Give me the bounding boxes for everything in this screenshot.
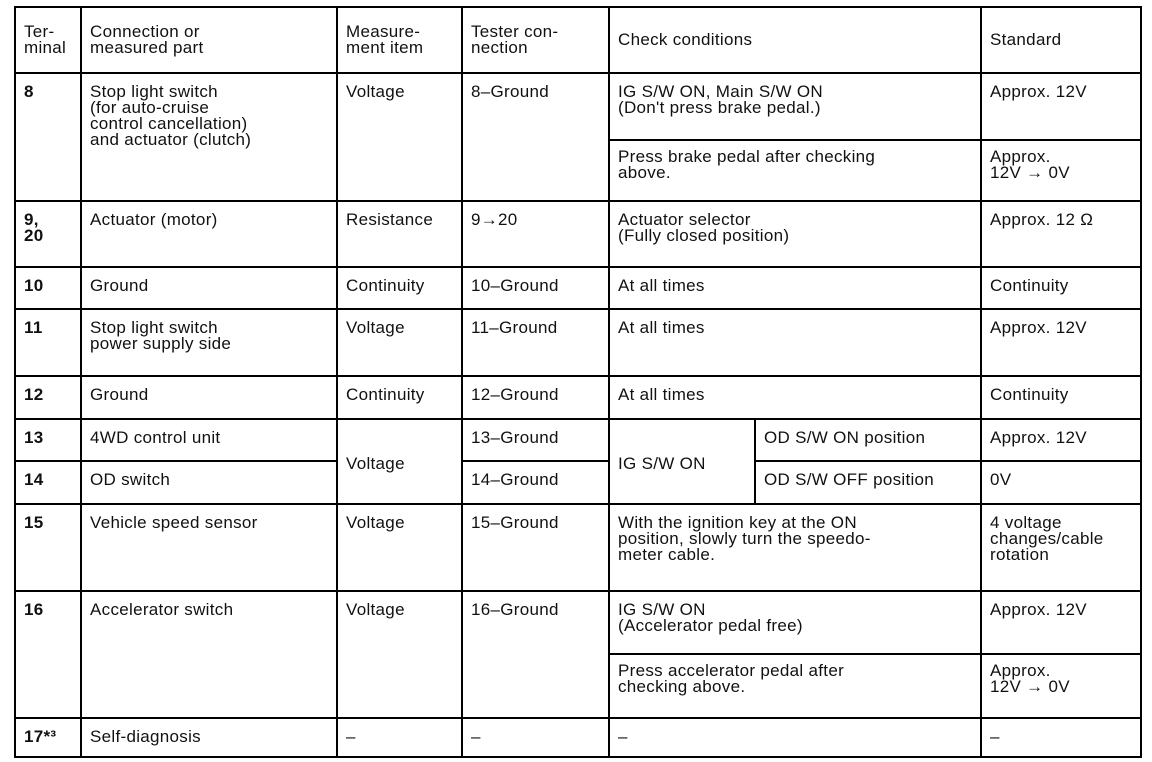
- tester-cell: 16–Ground: [462, 591, 609, 718]
- header-row: [15, 7, 1141, 73]
- standard-cell: Approx. 12V: [981, 591, 1141, 654]
- terminal-cell: 12: [15, 376, 81, 419]
- terminal-cell: 17*³: [15, 718, 81, 757]
- condition-cell: At all times: [609, 267, 981, 308]
- terminal-cell: 13: [15, 419, 81, 461]
- part-cell: Stop light switch power supply side: [81, 309, 337, 376]
- tester-cell: 15–Ground: [462, 504, 609, 591]
- table-row: [15, 73, 1141, 140]
- condition-cell: Press accelerator pedal after checking above.: [609, 654, 981, 718]
- condition-cell: IG S/W ON: [609, 419, 755, 504]
- item-cell: Voltage: [337, 591, 462, 718]
- terminal-cell: 10: [15, 267, 81, 308]
- item-cell: Continuity: [337, 376, 462, 419]
- tester-cell: 13–Ground: [462, 419, 609, 461]
- header-standard: Standard: [981, 7, 1141, 73]
- terminal-cell: 14: [15, 461, 81, 503]
- item-cell: Voltage: [337, 309, 462, 376]
- table-row: [15, 419, 1141, 461]
- part-cell: Stop light switch (for auto-cruise control cancellation) and actuator (clutch): [81, 73, 337, 201]
- item-cell: –: [337, 718, 462, 757]
- standard-cell: –: [981, 718, 1141, 757]
- part-cell: Vehicle speed sensor: [81, 504, 337, 591]
- part-cell: 4WD control unit: [81, 419, 337, 461]
- subcondition-cell: OD S/W OFF position: [755, 461, 981, 503]
- item-cell: Voltage: [337, 504, 462, 591]
- part-cell: Ground: [81, 376, 337, 419]
- header-terminal: Ter- minal: [15, 7, 81, 73]
- terminal-cell: 15: [15, 504, 81, 591]
- part-cell: Actuator (motor): [81, 201, 337, 267]
- tester-cell: 8–Ground: [462, 73, 609, 201]
- item-cell: Voltage: [337, 419, 462, 504]
- standard-cell: Approx. 12V: [981, 419, 1141, 461]
- terminal-cell: 11: [15, 309, 81, 376]
- item-cell: Resistance: [337, 201, 462, 267]
- condition-cell: At all times: [609, 309, 981, 376]
- part-cell: Accelerator switch: [81, 591, 337, 718]
- tester-cell: 12–Ground: [462, 376, 609, 419]
- table-row: [15, 309, 1141, 376]
- table-row: [15, 504, 1141, 591]
- table-row: [15, 376, 1141, 419]
- condition-cell: With the ignition key at the ON position, slowly turn the speedo- meter cable.: [609, 504, 981, 591]
- condition-cell: IG S/W ON, Main S/W ON (Don't press brake pedal.): [609, 73, 981, 140]
- condition-cell: Press brake pedal after checking above.: [609, 140, 981, 201]
- table-row: [15, 267, 1141, 308]
- header-tester: Tester con- nection: [462, 7, 609, 73]
- item-cell: Voltage: [337, 73, 462, 201]
- table-row: [15, 461, 1141, 503]
- header-conditions: Check conditions: [609, 7, 981, 73]
- standard-cell: Approx. 12 Ω: [981, 201, 1141, 267]
- standard-cell: Approx. 12V: [981, 309, 1141, 376]
- tester-cell: 14–Ground: [462, 461, 609, 503]
- standard-cell: Approx. 12V → 0V: [981, 140, 1141, 201]
- tester-cell: 10–Ground: [462, 267, 609, 308]
- table-row: [15, 591, 1141, 654]
- table-row: [15, 718, 1141, 757]
- part-cell: Ground: [81, 267, 337, 308]
- tester-cell: 9→20: [462, 201, 609, 267]
- standard-cell: Approx. 12V: [981, 73, 1141, 140]
- standard-cell: Continuity: [981, 267, 1141, 308]
- terminal-cell: 8: [15, 73, 81, 201]
- part-cell: OD switch: [81, 461, 337, 503]
- condition-cell: IG S/W ON (Accelerator pedal free): [609, 591, 981, 654]
- part-cell: Self-diagnosis: [81, 718, 337, 757]
- condition-cell: At all times: [609, 376, 981, 419]
- tester-cell: 11–Ground: [462, 309, 609, 376]
- tester-cell: –: [462, 718, 609, 757]
- standard-cell: 0V: [981, 461, 1141, 503]
- terminal-check-table: [14, 6, 1142, 758]
- standard-cell: 4 voltage changes/cable rotation: [981, 504, 1141, 591]
- standard-cell: Continuity: [981, 376, 1141, 419]
- standard-cell: Approx. 12V → 0V: [981, 654, 1141, 718]
- header-connection: Connection or measured part: [81, 7, 337, 73]
- table-row: [15, 201, 1141, 267]
- terminal-cell: 16: [15, 591, 81, 718]
- condition-cell: Actuator selector (Fully closed position): [609, 201, 981, 267]
- item-cell: Continuity: [337, 267, 462, 308]
- subcondition-cell: OD S/W ON position: [755, 419, 981, 461]
- condition-cell: –: [609, 718, 981, 757]
- header-measurement: Measure- ment item: [337, 7, 462, 73]
- terminal-cell: 9, 20: [15, 201, 81, 267]
